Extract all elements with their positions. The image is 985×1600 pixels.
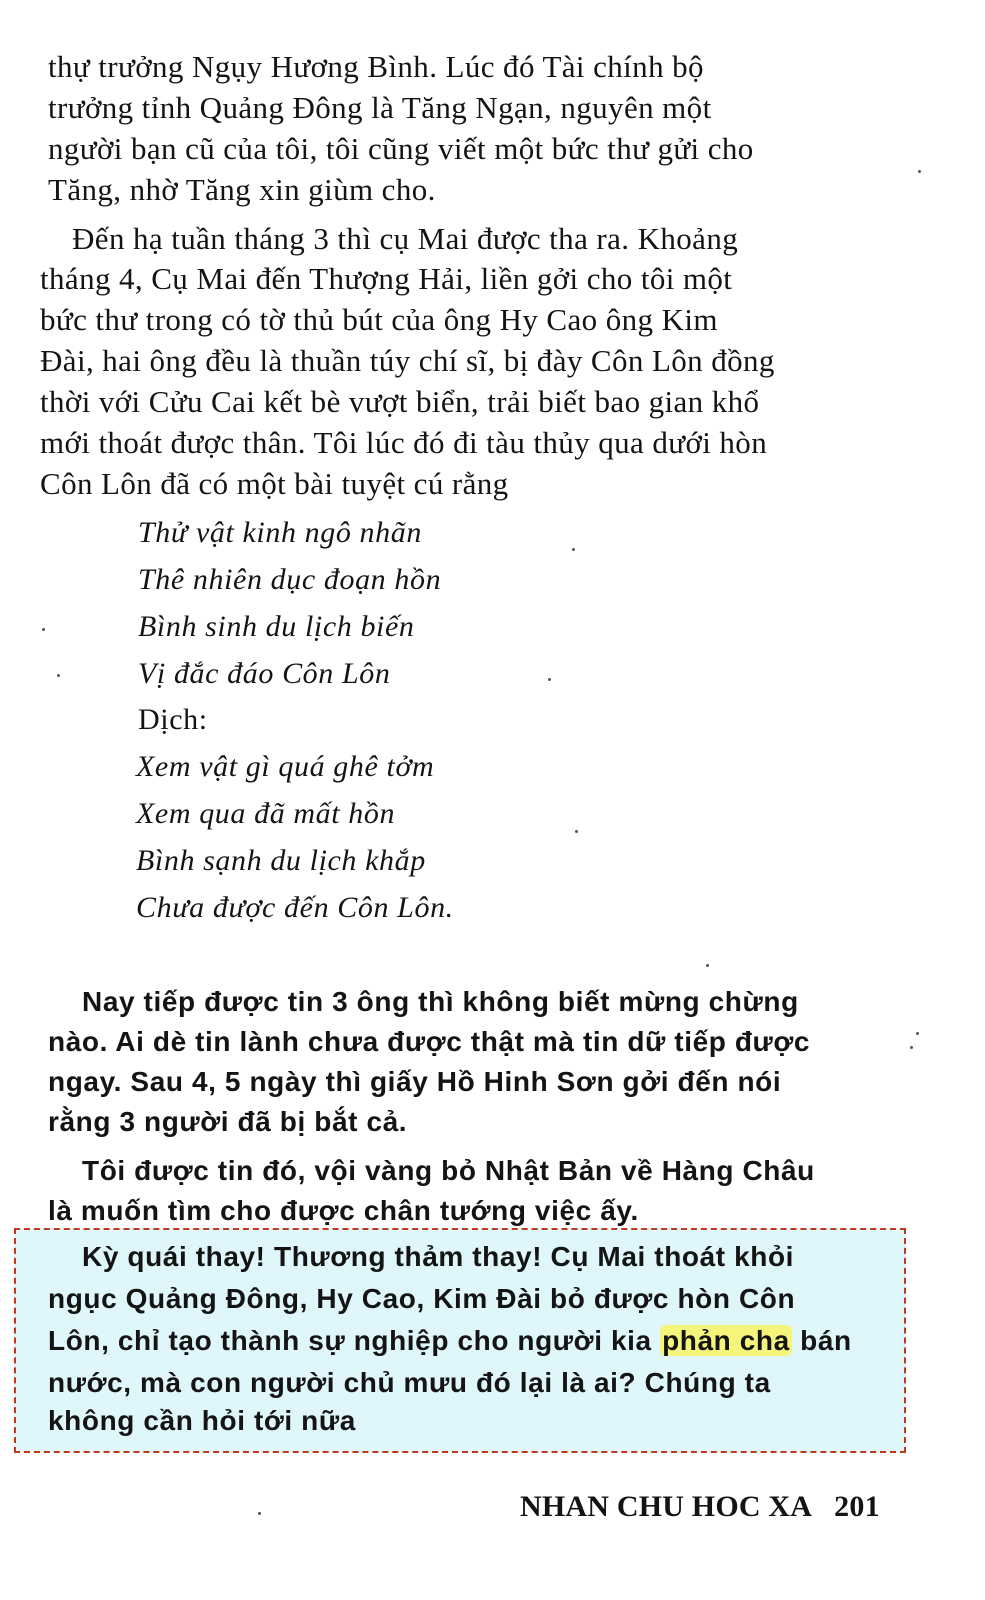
text-line [48, 1322, 852, 1360]
scan-speck [57, 674, 60, 677]
text-line: Tăng, nhờ Tăng xin giùm cho. [48, 172, 436, 207]
text-line: ngay. Sau 4, 5 ngày thì giấy Hồ Hinh Sơn gởi đến nói [48, 1066, 782, 1097]
translation-line: Bình sạnh du lịch khắp [136, 844, 426, 877]
text-line: là muốn tìm cho được chân tướng việc ấy. [48, 1195, 639, 1226]
text-line: không cần hỏi tới nữa [48, 1405, 356, 1436]
text-line: thời với Cửu Cai kết bè vượt biển, trải biết bao gian khổ [40, 384, 760, 419]
text-segment: bán [791, 1325, 852, 1356]
translation-line: Xem qua đã mất hồn [136, 797, 396, 830]
text-line: trưởng tỉnh Quảng Đông là Tăng Ngạn, nguyên một [48, 90, 712, 125]
text-segment: Lôn, chỉ tạo thành sự nghiệp cho người kia [48, 1325, 661, 1356]
scan-speck [548, 678, 551, 681]
text-line: nào. Ai dè tin lành chưa được thật mà tin dữ tiếp được [48, 1026, 811, 1057]
text-line: Côn Lôn đã có một bài tuyệt cú rằng [40, 466, 509, 501]
translation-line: Xem vật gì quá ghê tởm [136, 750, 435, 783]
poem-line: Thê nhiên dục đoạn hồn [138, 563, 442, 596]
poem-line: Bình sinh du lịch biến [138, 610, 415, 643]
page-number: 201 [834, 1490, 880, 1523]
text-line: rằng 3 người đã bị bắt cả. [48, 1106, 408, 1137]
page-footer [520, 1490, 880, 1524]
text-line: ngục Quảng Đông, Hy Cao, Kim Đài bỏ được hòn Côn [48, 1283, 796, 1314]
scan-speck [918, 170, 921, 173]
text-line: người bạn cũ của tôi, tôi cũng viết một bức thư gửi cho [48, 131, 754, 166]
scan-speck [258, 1512, 261, 1515]
text-line: Nay tiếp được tin 3 ông thì không biết mừng chừng [82, 986, 799, 1017]
scan-speck [916, 1032, 919, 1035]
text-line: Đến hạ tuần tháng 3 thì cụ Mai được tha ra. Khoảng [72, 221, 739, 256]
poem-line: Thử vật kinh ngô nhãn [138, 516, 422, 549]
scan-speck [572, 548, 575, 551]
scan-speck [910, 1046, 913, 1049]
text-line: Kỳ quái thay! Thương thảm thay! Cụ Mai thoát khỏi [82, 1241, 795, 1272]
running-title: NHAN CHU HOC XA [520, 1490, 813, 1523]
text-line: Tôi được tin đó, vội vàng bỏ Nhật Bản về Hàng Châu [82, 1155, 815, 1186]
text-line: mới thoát được thân. Tôi lúc đó đi tàu thủy qua dưới hòn [40, 425, 768, 460]
text-line: thự trưởng Ngụy Hương Bình. Lúc đó Tài chính bộ [48, 49, 704, 84]
text-line: nước, mà con người chủ mưu đó lại là ai? Chúng ta [48, 1367, 771, 1398]
scan-speck [42, 628, 45, 631]
text-line: bức thư trong có tờ thủ bút của ông Hy Cao ông Kim [40, 302, 718, 337]
scan-speck [706, 964, 709, 967]
scan-speck [575, 830, 578, 833]
highlighted-phrase: phản cha [662, 1325, 790, 1356]
translation-label: Dịch: [138, 703, 208, 736]
text-line: Đài, hai ông đều là thuần túy chí sĩ, bị đày Côn Lôn đồng [40, 343, 775, 378]
poem-line: Vị đắc đáo Côn Lôn [138, 657, 391, 690]
translation-line: Chưa được đến Côn Lôn. [136, 891, 454, 924]
text-line: tháng 4, Cụ Mai đến Thượng Hải, liền gởi cho tôi một [40, 261, 733, 296]
